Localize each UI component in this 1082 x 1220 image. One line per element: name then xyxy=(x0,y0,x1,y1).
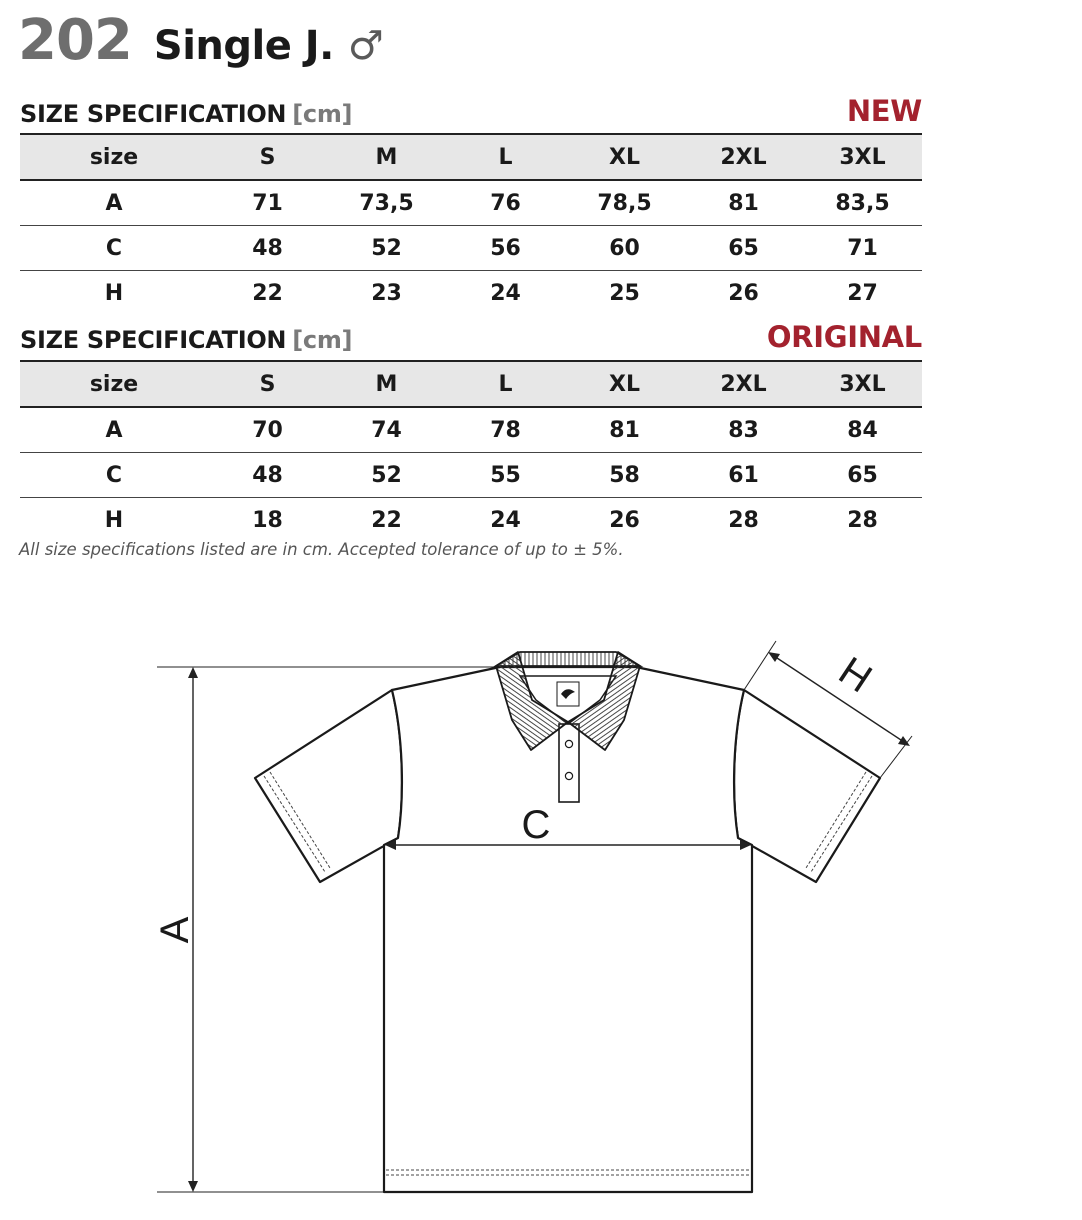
table-cell: 28 xyxy=(847,507,878,533)
table-cell: 60 xyxy=(565,226,684,271)
table-cell: 22 xyxy=(371,507,402,533)
row-label: C xyxy=(20,226,208,271)
table-row xyxy=(20,226,922,271)
table-cell: 58 xyxy=(565,453,684,498)
column-header: XL xyxy=(565,134,684,180)
table-cell: 56 xyxy=(446,226,565,271)
table-cell: 55 xyxy=(446,453,565,498)
polo-shirt-diagram xyxy=(0,600,1082,1220)
section-title-new xyxy=(20,94,922,128)
size-table-new xyxy=(20,133,922,315)
column-header: S xyxy=(208,134,327,180)
table-row xyxy=(20,453,922,498)
table-cell: 83 xyxy=(684,407,803,453)
table-header-row xyxy=(20,361,922,407)
left-sleeve xyxy=(255,690,402,882)
table-cell: 52 xyxy=(327,226,446,271)
section-title-unit: [cm] xyxy=(292,100,353,128)
arrow-icon xyxy=(768,652,780,662)
table-cell: 78,5 xyxy=(565,180,684,226)
section-title-unit: [cm] xyxy=(292,326,353,354)
table-cell: 83,5 xyxy=(803,180,922,226)
table-row xyxy=(20,180,922,226)
section-title-label: SIZE SPECIFICATION xyxy=(20,326,287,354)
h-guide-line xyxy=(744,641,776,690)
table-cell: 27 xyxy=(847,280,878,306)
table-cell: 81 xyxy=(565,407,684,453)
table-cell: 76 xyxy=(446,180,565,226)
button-icon xyxy=(565,772,572,779)
column-header: 3XL xyxy=(803,361,922,407)
arrow-down-icon xyxy=(188,1181,198,1192)
column-header: L xyxy=(446,134,565,180)
table-cell: 84 xyxy=(803,407,922,453)
row-label: A xyxy=(20,407,208,453)
product-code: 202 xyxy=(18,8,132,73)
table-cell: 22 xyxy=(252,280,283,306)
table-cell: 71 xyxy=(803,226,922,271)
table-cell: 24 xyxy=(490,507,521,533)
row-label: H xyxy=(104,280,124,306)
table-row xyxy=(20,407,922,453)
table-cell: 81 xyxy=(684,180,803,226)
column-header: XL xyxy=(565,361,684,407)
column-header: 2XL xyxy=(684,361,803,407)
row-label: A xyxy=(20,180,208,226)
product-header xyxy=(18,8,384,72)
label-a: A xyxy=(153,916,197,944)
size-table-original xyxy=(20,360,922,542)
arrow-up-icon xyxy=(188,667,198,678)
column-header: M xyxy=(327,361,446,407)
section-title-original xyxy=(20,320,922,354)
row-label: C xyxy=(20,453,208,498)
table-cell: 78 xyxy=(446,407,565,453)
table-cell: 18 xyxy=(252,507,283,533)
male-icon: ♂ xyxy=(347,23,384,69)
placket xyxy=(559,724,579,802)
column-header: size xyxy=(20,134,208,180)
table-cell: 65 xyxy=(684,226,803,271)
table-cell: 23 xyxy=(371,280,402,306)
table-row xyxy=(20,498,922,543)
section-tag-new: NEW xyxy=(846,94,922,128)
table-row xyxy=(20,271,922,316)
table-cell: 48 xyxy=(208,226,327,271)
table-cell: 24 xyxy=(490,280,521,306)
section-title-label: SIZE SPECIFICATION xyxy=(20,100,287,128)
table-cell: 70 xyxy=(208,407,327,453)
table-cell: 73,5 xyxy=(327,180,446,226)
column-header: 3XL xyxy=(803,134,922,180)
column-header: 2XL xyxy=(684,134,803,180)
tolerance-note: All size specifications listed are in cm. Accepted tolerance of up to ± 5%. xyxy=(19,540,624,559)
table-cell: 61 xyxy=(684,453,803,498)
table-cell: 48 xyxy=(208,453,327,498)
section-tag-original: ORIGINAL xyxy=(766,320,922,354)
table-cell: 28 xyxy=(728,507,759,533)
column-header: M xyxy=(327,134,446,180)
table-cell: 71 xyxy=(208,180,327,226)
label-c: C xyxy=(521,803,551,847)
table-cell: 52 xyxy=(327,453,446,498)
table-cell: 74 xyxy=(327,407,446,453)
table-cell: 26 xyxy=(609,507,640,533)
button-icon xyxy=(565,740,572,747)
right-sleeve xyxy=(734,690,880,882)
label-h: H xyxy=(830,648,880,702)
table-cell: 65 xyxy=(803,453,922,498)
row-label: H xyxy=(104,507,124,533)
column-header: size xyxy=(20,361,208,407)
product-name: Single J. xyxy=(153,23,334,69)
table-header-row xyxy=(20,134,922,180)
column-header: L xyxy=(446,361,565,407)
table-cell: 26 xyxy=(728,280,759,306)
column-header: S xyxy=(208,361,327,407)
table-cell: 25 xyxy=(609,280,640,306)
